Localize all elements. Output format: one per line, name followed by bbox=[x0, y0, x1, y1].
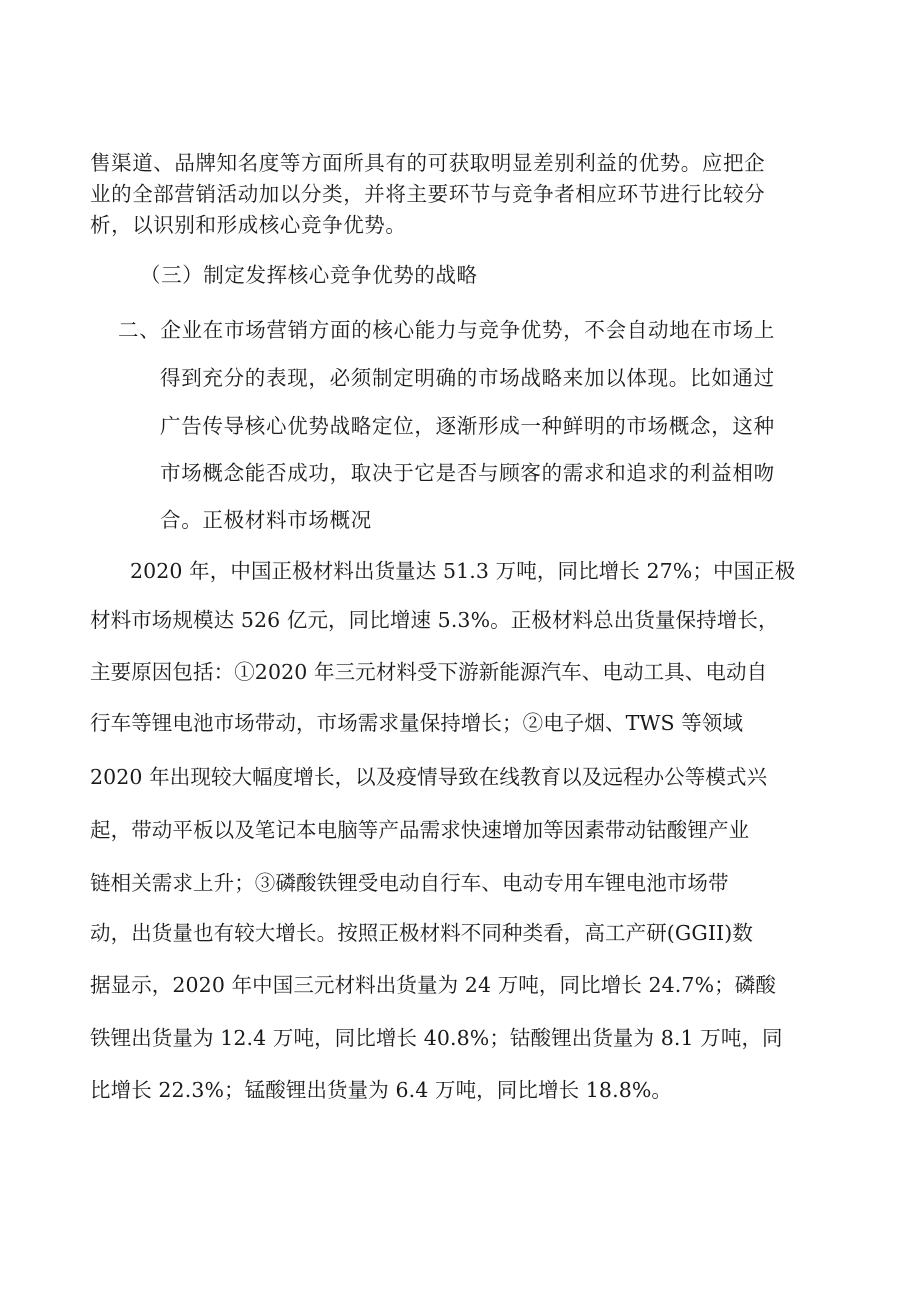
paragraph-line: 业的全部营销活动加以分类，并将主要环节与竞争者相应环节进行比较分 bbox=[90, 182, 766, 206]
paragraph-line: 主要原因包括：①2020 年三元材料受下游新能源汽车、电动工具、电动自 bbox=[90, 660, 768, 684]
paragraph-line: 行车等锂电池市场带动，市场需求量保持增长；②电子烟、TWS 等领域 bbox=[90, 711, 744, 735]
item-line: 二、企业在市场营销方面的核心能力与竞争优势，不会自动地在市场上 bbox=[118, 318, 776, 342]
paragraph-line: 据显示，2020 年中国三元材料出货量为 24 万吨，同比增长 24.7%；磷酸 bbox=[90, 973, 776, 997]
paragraph-line: 链相关需求上升；③磷酸铁锂受电动自行车、电动专用车锂电池市场带 bbox=[90, 871, 729, 895]
item-line: 得到充分的表现，必须制定明确的市场战略来加以体现。比如通过 bbox=[160, 366, 775, 390]
paragraph-line: 起，带动平板以及笔记本电脑等产品需求快速增加等因素带动钴酸锂产业 bbox=[90, 818, 750, 842]
item-line: 广告传导核心优势战略定位，逐渐形成一种鲜明的市场概念，这种 bbox=[160, 414, 775, 438]
paragraph-line: 2020 年出现较大幅度增长，以及疫情导致在线教育以及远程办公等模式兴 bbox=[90, 765, 768, 789]
paragraph-line: 比增长 22.3%；锰酸锂出货量为 6.4 万吨，同比增长 18.8%。 bbox=[90, 1078, 673, 1102]
section-heading: （三）制定发挥核心竞争优势的战略 bbox=[140, 263, 478, 287]
paragraph-line: 动，出货量也有较大增长。按照正极材料不同种类看，高工产研(GGII)数 bbox=[90, 921, 753, 945]
item-line: 市场概念能否成功，取决于它是否与顾客的需求和追求的利益相吻 bbox=[160, 461, 775, 485]
paragraph-line: 铁锂出货量为 12.4 万吨，同比增长 40.8%；钴酸锂出货量为 8.1 万吨，同 bbox=[90, 1026, 783, 1050]
paragraph-line: 材料市场规模达 526 亿元，同比增速 5.3%。正极材料总出货量保持增长， bbox=[90, 608, 779, 632]
paragraph-line: 售渠道、品牌知名度等方面所具有的可获取明显差别利益的优势。应把企 bbox=[90, 151, 766, 175]
item-line: 合。正极材料市场概况 bbox=[160, 508, 372, 532]
paragraph-line: 2020 年，中国正极材料出货量达 51.3 万吨，同比增长 27%；中国正极 bbox=[130, 559, 796, 583]
paragraph-line: 析，以识别和形成核心竞争优势。 bbox=[90, 213, 407, 237]
